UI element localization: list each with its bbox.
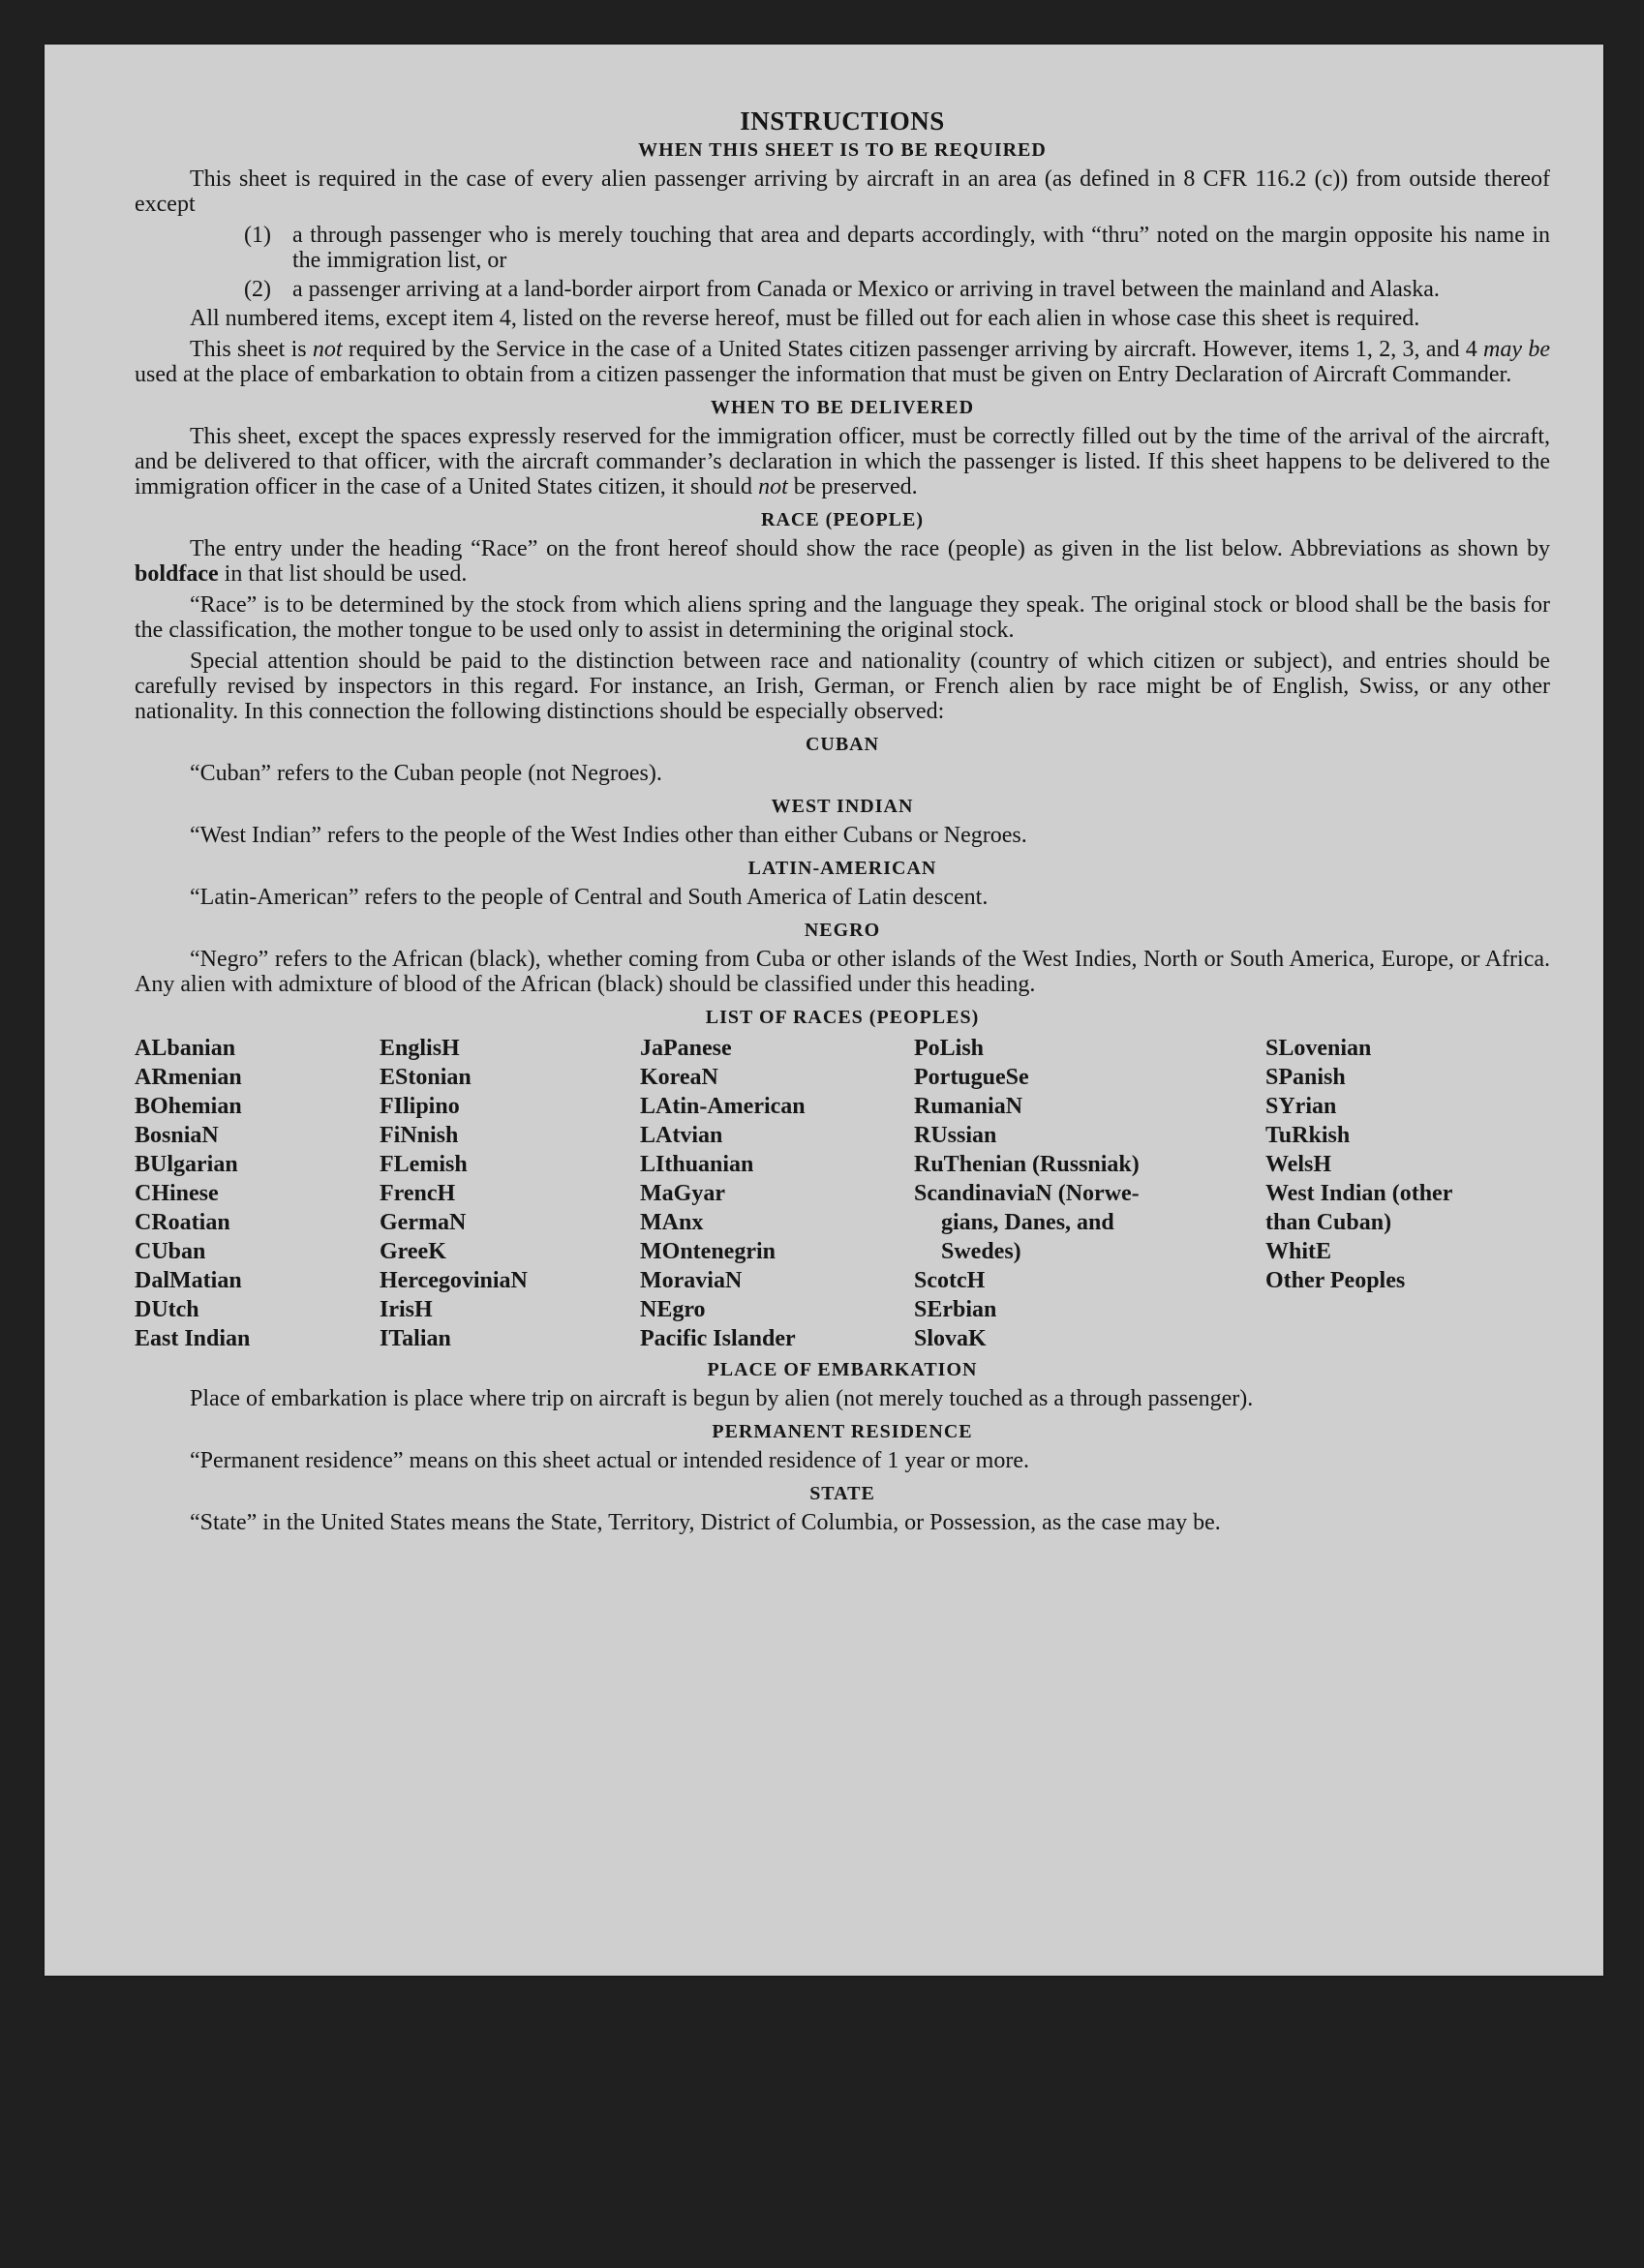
exception-item-1 — [135, 223, 1550, 273]
race-entry: TuRkish — [1265, 1123, 1351, 1148]
race-entry: IrisH — [380, 1297, 433, 1322]
race-entry: KoreaN — [640, 1065, 718, 1090]
race-entry: WelsH — [1265, 1152, 1332, 1177]
race-entry: FiNnish — [380, 1123, 459, 1148]
race-paragraph-2: “Race” is to be determined by the stock from which aliens spring and the language they speak. The original stock or blood shall be the basis for the classification, the mother tongue to be used only to assist in determining the original stock. — [135, 592, 1550, 643]
heading-state: STATE — [809, 1483, 875, 1504]
race-entry: BUlgarian — [135, 1152, 238, 1177]
instructions-content — [135, 108, 1550, 1541]
races-column-1 — [135, 1034, 250, 1353]
race-entry: MaGyar — [640, 1181, 725, 1206]
race-entry: GermaN — [380, 1210, 467, 1235]
race-entry: NEgro — [640, 1297, 706, 1322]
races-column-4 — [914, 1034, 1140, 1353]
west-indian-text: “West Indian” refers to the people of the West Indies other than either Cubans or Negroes. — [190, 823, 1027, 848]
race-paragraph-3: Special attention should be paid to the distinction between race and nationality (country of which citizen or subject), and entries should be carefully revised by inspectors in this regard. For instance, an Irish, German, or French alien by race might be of English, Swiss, or any other nationality. In this connection the following distinctions should be especially observed: — [135, 649, 1550, 724]
residence-text: “Permanent residence” means on this sheet actual or intended residence of 1 year or more. — [190, 1448, 1029, 1473]
race-entry: SLovenian — [1265, 1036, 1372, 1061]
race-entry: PoLish — [914, 1036, 985, 1061]
race-entry: gians, Danes, and — [941, 1210, 1114, 1235]
race-entry: ScandinaviaN (Norwe- — [914, 1181, 1140, 1206]
race-entry: CHinese — [135, 1181, 219, 1206]
race-paragraph-1 — [135, 536, 1550, 587]
race-entry: EnglisH — [380, 1036, 460, 1061]
races-list — [135, 1034, 1550, 1349]
text-segment: The entry under the heading “Race” on the front hereof should show the race (people) as given in the list below. Abbreviations as shown by — [190, 536, 1550, 561]
race-entry: RUssian — [914, 1123, 997, 1148]
heading-cuban: CUBAN — [805, 734, 880, 755]
races-column-5 — [1265, 1034, 1452, 1295]
cuban-text: “Cuban” refers to the Cuban people (not Negroes). — [190, 761, 662, 786]
text-segment: This sheet is — [190, 337, 313, 362]
race-entry: LAtvian — [640, 1123, 723, 1148]
race-entry: HercegoviniaN — [380, 1268, 528, 1293]
heading-required: WHEN THIS SHEET IS TO BE REQUIRED — [638, 139, 1047, 161]
heading-negro: NEGRO — [804, 920, 881, 941]
exception-text: a through passenger who is merely touching that area and departs accordingly, with “thru” noted on the margin opposite his name in the immigration list, or — [292, 223, 1550, 273]
race-entry: ALbanian — [135, 1036, 236, 1061]
negro-text: “Negro” refers to the African (black), whether coming from Cuba or other islands of the West Indies, North or South America, Europe, or Africa. Any alien with admixture of blood of the African (black) should be classified under this heading. — [135, 947, 1550, 997]
race-entry: FrencH — [380, 1181, 456, 1206]
text-segment: be preserved. — [787, 474, 918, 499]
race-entry: MOntenegrin — [640, 1239, 776, 1264]
numbered-items-paragraph: All numbered items, except item 4, listed on the reverse hereof, must be filled out for each alien in whose case this sheet is required. — [190, 306, 1420, 331]
race-entry: LIthuanian — [640, 1152, 754, 1177]
heading-west-indian: WEST INDIAN — [771, 796, 914, 817]
heading-race: RACE (PEOPLE) — [761, 509, 924, 530]
race-entry: Swedes) — [941, 1239, 1021, 1264]
exception-text: a passenger arriving at a land-border airport from Canada or Mexico or arriving in travel between the mainland and Alaska. — [292, 277, 1440, 302]
page-title: INSTRUCTIONS — [740, 106, 945, 136]
heading-permanent-residence: PERMANENT RESIDENCE — [712, 1421, 973, 1442]
race-entry: than Cuban) — [1265, 1210, 1392, 1235]
race-entry: ARmenian — [135, 1065, 242, 1090]
exception-number: (2) — [244, 277, 271, 302]
race-entry: EStonian — [380, 1065, 472, 1090]
heading-latin-american: LATIN-AMERICAN — [747, 858, 937, 879]
race-entry: SErbian — [914, 1297, 997, 1322]
race-entry: MAnx — [640, 1210, 704, 1235]
document-sheet — [45, 45, 1603, 1976]
emphasis-may-be: may be — [1483, 337, 1550, 362]
races-column-3 — [640, 1034, 806, 1353]
required-intro: This sheet is required in the case of every alien passenger arriving by aircraft in an area (as defined in 8 CFR 116.2 (c)) from outside thereof except — [135, 166, 1550, 217]
text-segment: in that list should be used. — [218, 561, 468, 587]
state-text: “State” in the United States means the State, Territory, District of Columbia, or Possession, as the case may be. — [190, 1510, 1221, 1535]
race-entry: JaPanese — [640, 1036, 732, 1061]
race-entry: BOhemian — [135, 1094, 242, 1119]
exception-number: (1) — [244, 223, 271, 248]
emphasis-not: not — [758, 474, 788, 499]
race-entry: PortugueSe — [914, 1065, 1029, 1090]
race-entry: Pacific Islander — [640, 1326, 796, 1351]
race-entry: RuThenian (Russniak) — [914, 1152, 1140, 1177]
race-entry: West Indian (other — [1265, 1181, 1453, 1206]
bold-word: boldface — [135, 561, 219, 587]
heading-list-of-races: LIST OF RACES (PEOPLES) — [705, 1007, 980, 1028]
embarkation-text: Place of embarkation is place where trip on aircraft is begun by alien (not merely touched as a through passenger). — [190, 1386, 1254, 1411]
race-entry: SPanish — [1265, 1065, 1346, 1090]
exception-item-2 — [135, 277, 1550, 302]
heading-embarkation: PLACE OF EMBARKATION — [707, 1359, 978, 1380]
race-entry: GreeK — [380, 1239, 446, 1264]
text-segment: This sheet, except the spaces expressly reserved for the immigration officer, must be correctly filled out by the time of the arrival of the aircraft, and be delivered to that officer, with the aircraft commander’s declaration in which the passenger is listed. If this sheet happens to be delivered to the immigration officer in the case of a United States citizen, it should — [135, 424, 1550, 499]
races-column-2 — [380, 1034, 528, 1353]
latin-american-text: “Latin-American” refers to the people of Central and South America of Latin descent. — [190, 885, 989, 910]
citizen-paragraph — [135, 337, 1550, 387]
race-entry: CUban — [135, 1239, 206, 1264]
heading-delivered: WHEN TO BE DELIVERED — [710, 397, 975, 418]
race-entry: FIlipino — [380, 1094, 460, 1119]
text-segment: used at the place of embarkation to obtain from a citizen passenger the information that must be given on Entry Declaration of Aircraft Commander. — [135, 362, 1512, 387]
race-entry: DUtch — [135, 1297, 199, 1322]
race-entry: SYrian — [1265, 1094, 1337, 1119]
race-entry: SlovaK — [914, 1326, 987, 1351]
race-entry: East Indian — [135, 1326, 251, 1351]
race-entry: BosniaN — [135, 1123, 219, 1148]
race-entry: RumaniaN — [914, 1094, 1023, 1119]
race-entry: DalMatian — [135, 1268, 242, 1293]
delivered-paragraph — [135, 424, 1550, 499]
text-segment: required by the Service in the case of a United States citizen passenger arriving by aircraft. However, items 1, 2, 3, and 4 — [342, 337, 1484, 362]
race-entry: MoraviaN — [640, 1268, 743, 1293]
race-entry: ITalian — [380, 1326, 451, 1351]
race-entry: WhitE — [1265, 1239, 1332, 1264]
race-entry: Other Peoples — [1265, 1268, 1406, 1293]
race-entry: FLemish — [380, 1152, 468, 1177]
race-entry: CRoatian — [135, 1210, 230, 1235]
race-entry: ScotcH — [914, 1268, 986, 1293]
emphasis-not: not — [312, 337, 343, 362]
race-entry: LAtin-American — [640, 1094, 806, 1119]
